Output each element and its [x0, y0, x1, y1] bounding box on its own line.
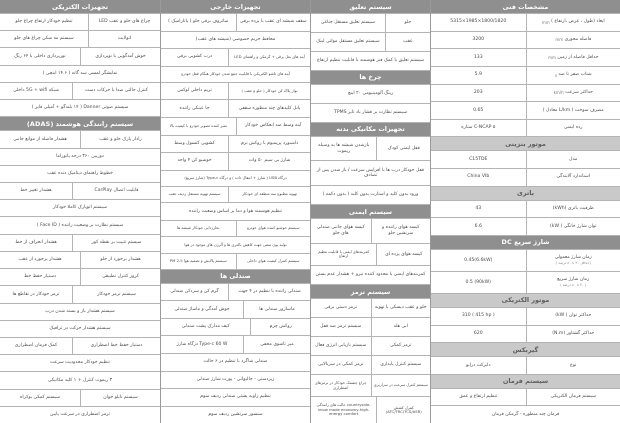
adas-feature-left: هشدار فاصله از موانع جانبی — [13, 136, 67, 142]
safety-feature-left: کمربندهای ایمنی با قابلیت تنظیم ارتفاع — [318, 248, 370, 259]
exterior-feature-right: نوار پلاک کن خودکار ( جلو و عقب ) — [228, 83, 310, 100]
adas-feature-full: سیستم هشدار باز و بسته شدن درب — [45, 308, 115, 314]
body-feature-full: ورود بدون کلید و استارت بدون کلید ( بدون دکمه ) — [322, 192, 419, 198]
spec-label: نوع — [526, 357, 620, 374]
section-header-dc-fast-charge: شارژ سریع DC — [431, 236, 620, 250]
seat-feature-right: ماساژور صندلی ها — [243, 301, 310, 318]
spec-value: 133 — [473, 54, 483, 60]
seat-feature-right: صندلی راننده با تنظیم در ۴ جهت — [228, 284, 310, 301]
spec-label: ظرفیت باتری (kWh) — [526, 201, 620, 218]
adas-feature-right: سیستم تابلو خوان — [80, 390, 160, 406]
table-row — [161, 203, 310, 221]
seat-feature-left: جوش آمدگی و ماساژ صندلی — [174, 306, 230, 312]
table-row — [161, 171, 310, 187]
spec-label-text: شتاب صفر تا صد — [558, 72, 592, 78]
table-row — [431, 151, 620, 169]
exterior-feature-left: تریم داخلی لوکس — [177, 88, 212, 94]
body-feature-right: قفل ایمنی کودک — [376, 137, 430, 161]
table-row — [0, 407, 160, 423]
seat-feature-full: زیردستی - جالیوانی - پورت شارژ صندلی — [196, 376, 275, 382]
spec-value: C-NCAP ۵ ستاره — [461, 125, 496, 131]
exterior-feature-left: ساتروف برقی جلو ( پانارامیک ) — [168, 19, 229, 25]
safety-feature-full: کمربندهای ایمنی با محدود کننده نیرو + هشدار عدم بستن — [315, 272, 426, 278]
section-header-electric-motor: موتور الکتریکی — [431, 294, 620, 308]
spec-label — [526, 14, 620, 31]
spec-unit: s — [554, 72, 558, 78]
spec-label: حداکثر گشتاور (N.m) — [526, 326, 620, 343]
table-row — [161, 284, 310, 302]
table-row — [0, 235, 160, 252]
spec-label — [526, 32, 620, 49]
spec-value: 620 — [473, 330, 483, 336]
column-suspension — [310, 0, 430, 423]
table-row — [311, 266, 430, 285]
adas-feature-left: هشدار تغییر خط — [20, 188, 52, 194]
exterior-feature-full: درگاه USB ( شارژ + انتقال داده ) و درگاه Type-c (شارژ سریع) — [184, 174, 287, 180]
section-header-suspension: سیستم تعلیق — [311, 0, 430, 14]
table-row — [161, 49, 310, 67]
table-row — [311, 137, 430, 162]
seat-feature-full: صندلی شاگرد با تنظیم در ۶ حالت — [203, 359, 268, 365]
spec-value: تنظیم ارتفاع و عمق — [459, 394, 498, 400]
spec-unit: mm — [541, 19, 550, 25]
table-row — [161, 67, 310, 83]
spec-value: 6.6 — [474, 223, 482, 229]
spec-value: 0.65 — [473, 107, 484, 113]
exterior-feature-left: درب کشویی برقی — [176, 54, 213, 60]
adas-feature-full: سیستم اتوپارک کاملا خودکار — [53, 205, 107, 211]
table-row — [311, 337, 430, 356]
seat-feature-right: میز تاشوی مخفی — [243, 336, 310, 353]
table-row — [161, 83, 310, 101]
exterior-feature-right: تهویه مطبوع سه منطقه ای خودکار — [228, 187, 310, 202]
suspension-full-row: سیستم تعلیق با کمک فنر هوشمند با قابلیت تنظیم ارتفاع — [316, 58, 425, 64]
table-row — [431, 272, 620, 294]
spec-label — [526, 49, 620, 66]
spec-label — [526, 272, 620, 293]
seat-feature-left: کیف مدارک پشت صندلی — [181, 324, 230, 330]
table-row — [311, 299, 430, 318]
section-header-seats: صندلی ها — [161, 270, 310, 284]
adas-feature-right: هشدار برخورد از جلو — [80, 252, 160, 268]
brake-feature-left: ترمز کمکی در سربالایی — [318, 362, 364, 368]
table-row — [311, 186, 430, 205]
table-row — [161, 336, 310, 354]
electrical-feature-full: نمایشگر لمسی سه گانه ( ۱۴.۶ اینچی ) — [42, 70, 118, 76]
exterior-feature-left: تمیز کننده تصویر خودرو با کیفیت بالا — [169, 122, 227, 128]
section-header-battery: باتری — [431, 187, 620, 201]
seat-feature-right: روکش چرم — [250, 319, 310, 336]
spec-label — [526, 85, 620, 102]
table-row — [311, 356, 430, 375]
table-row — [161, 354, 310, 372]
safety-feature-right: کیسه هوای راننده و سرنشین جلو — [371, 219, 431, 243]
suspension-rear-group — [311, 33, 430, 52]
table-row — [0, 372, 160, 389]
spec-label-text: حداکثر سرعت — [565, 89, 593, 95]
spec-value-full: فرمان چند منظوره - گرمکن فرمان — [491, 411, 560, 417]
suspension-front-label: جلو — [385, 14, 430, 32]
table-row — [431, 201, 620, 219]
spec-value: 5315×1985×1800/1820 — [450, 19, 507, 25]
section-header-body-mechanical: تجهیزات مکانیکی بدنه — [311, 123, 430, 137]
suspension-front-value: سیستم تعلیق مستقل جناغی — [320, 20, 375, 26]
seat-feature-left: درگاه شارژ Type-c 60 W — [176, 341, 228, 347]
table-row — [0, 131, 160, 148]
table-row — [0, 100, 160, 117]
brake-feature-left: سیستم ترمز ضد قفل — [320, 324, 362, 330]
safety-feature-left: کیسه هوای جانبی صندلی های جلو — [316, 225, 365, 236]
seat-feature-full: سنسور سرنشین ردیف سوم — [208, 411, 263, 417]
adas-feature-left: ترمز خودکار در تقاطع ها — [12, 291, 60, 297]
spec-value: C15TDE — [469, 156, 488, 162]
electrical-feature-full: سیستم صوتی Danner ( ۱۴ بلندگو + آمپلی فایر ) — [31, 105, 129, 111]
table-row — [161, 118, 310, 136]
table-row — [0, 217, 160, 234]
table-row — [161, 301, 310, 319]
spec-label-text: ابعاد (طول ، عرض ،ارتفاع ) — [551, 19, 605, 25]
table-row — [0, 14, 160, 31]
table-row — [311, 318, 430, 337]
exterior-feature-right: آینه وسط ضد انعکاس خودکار — [236, 118, 311, 135]
brake-feature-left: حالت های رانندگی countryside-snow mode economy-high-energy comfort — [316, 402, 371, 417]
electrical-feature-left: نورپردازی داخلی با ۶۴ رنگ — [14, 53, 66, 59]
adas-feature-full: تنظیم خودکار محدودیت سرعت — [50, 360, 110, 366]
table-row — [311, 85, 430, 104]
seat-feature-full: تنظیم زاویه پشتی صندلی ردیف سوم — [200, 394, 271, 400]
exterior-feature-full: محافظ حریم خصوصی (شیشه های عقب) — [195, 36, 276, 42]
table-row — [161, 136, 310, 154]
table-row — [431, 85, 620, 103]
suspension-front-group — [311, 14, 430, 33]
exterior-feature-right: سیستم خوشبو کننده هوای خودرو — [236, 221, 311, 236]
adas-feature-left: هشدار برخورد از عقب — [18, 257, 62, 263]
brake-feature-left: سیستم بازیابی انرژی فعال — [315, 343, 367, 349]
spec-value: 5.9 — [474, 72, 482, 78]
table-row — [0, 338, 160, 355]
spec-label-sub: ( ۳۰ تا ۸۰ درصد ) — [560, 283, 587, 288]
table-row — [311, 375, 430, 397]
table-row — [431, 102, 620, 120]
section-header-adas: سیستم رانندگی هوشمند (ADAS) — [0, 117, 160, 131]
spec-value: 310 ( 415 hp ) — [461, 313, 495, 319]
table-row — [0, 252, 160, 269]
adas-feature-left: سیستم کمکی بوکراه — [20, 394, 60, 400]
table-row — [0, 83, 160, 100]
table-row — [0, 166, 160, 183]
table-row — [431, 218, 620, 236]
body-feature-left: بازشدن شیشه ها به وسیله ریموت — [318, 142, 370, 154]
spec-label-text: حداقل فاصله از زمین — [557, 54, 599, 60]
spec-value: دایرکت درایو — [466, 362, 491, 368]
table-row — [161, 32, 310, 50]
spec-label — [526, 250, 620, 271]
adas-feature-full: سیستم هشدار حرکت در ترافیک — [49, 325, 111, 331]
electrical-feature-left: شبکه 5G + wifi داخلی — [13, 88, 59, 94]
table-row — [0, 31, 160, 48]
table-row — [431, 32, 620, 50]
spec-value: 3200 — [472, 37, 485, 43]
section-header-gasoline-engine: موتور بنزینی — [431, 137, 620, 151]
table-row — [431, 49, 620, 67]
table-row — [0, 355, 160, 372]
section-header-brake-system: سیستم ترمز — [311, 285, 430, 299]
section-header-technical-specs: مشخصات فنی — [431, 0, 620, 14]
brake-feature-left: چراغ چشمک خودکار در ترمزهای اضطراری — [314, 379, 367, 390]
electrical-feature-left: تنظیم خودکار ارتفاع چراغ جلو — [15, 19, 73, 25]
spec-label: استاندارد آلایندگی — [526, 169, 620, 186]
electrical-feature-right: کنترل حالتی صدا با حرکات دست — [72, 83, 160, 99]
adas-feature-right: کروز کنترل تطبیقی — [80, 269, 160, 285]
spec-value: 0.45(6.6kW) — [464, 257, 493, 263]
adas-feature-right: سیستم ترمز خودکار — [72, 286, 160, 302]
spec-label-text: زمان شارژ معمولی — [554, 255, 592, 261]
exterior-feature-right: شارژ بی سیم ۵۰ وات — [228, 153, 310, 170]
table-row — [311, 397, 430, 423]
table-row — [161, 153, 310, 171]
table-row — [311, 104, 430, 123]
adas-feature-left: کمک فرمان اضطراری — [14, 343, 58, 349]
table-row — [311, 244, 430, 266]
exterior-feature-right: آینه های بغل برقی + گرمکن و راهنمای LED — [228, 49, 310, 66]
table-row — [431, 67, 620, 85]
spec-label: حداکثر توان ( kW) — [526, 308, 620, 325]
seat-feature-left: گرم کن و سردکن صندلی — [170, 289, 219, 295]
table-row — [161, 100, 310, 118]
adas-feature-left: هشدار انحراف از خط — [15, 239, 57, 245]
table-row — [0, 304, 160, 321]
adas-feature-left: دستیار حفظ خط — [24, 274, 56, 280]
table-row — [161, 14, 310, 32]
table-row — [161, 237, 310, 253]
table-row — [0, 48, 160, 65]
brake-feature-right: ترمز کمکی — [371, 337, 431, 355]
table-row — [0, 321, 160, 338]
wheels-row-value: سیستم نظارت بر فشار باد تایر TPMS — [334, 109, 407, 115]
spec-label-text: زمان شارژ سریع — [557, 277, 590, 283]
electrical-feature-right: اتولایت — [88, 31, 160, 47]
electrical-feature-right: چراغ های جلو و عقب LED — [88, 14, 160, 30]
section-header-electrical-equipment: تجهیزات الکتریکی — [0, 0, 160, 14]
exterior-feature-full: تولید یون منفی جهت کاهش باکتری ها و آلرژن های موجود در هوا — [184, 241, 287, 247]
table-row — [431, 14, 620, 32]
wheels-row-value: رینگ آلومینیومی ۲۰ اینچ — [347, 90, 394, 96]
column-electrical-equipment — [0, 0, 160, 423]
spec-label — [526, 67, 620, 84]
table-row — [431, 250, 620, 272]
column-technical-specs — [430, 0, 620, 423]
table-row — [161, 319, 310, 337]
exterior-feature-left: خوشبو کن ۴ واحد — [177, 158, 212, 164]
brake-feature-right: سیستم کنترل پایداری — [371, 356, 431, 374]
table-row — [311, 219, 430, 244]
table-row — [0, 183, 160, 200]
table-row — [0, 269, 160, 286]
spec-unit: mm — [548, 55, 556, 61]
exterior-feature-left: کشویی کنسول وسط — [174, 140, 215, 146]
table-row — [311, 161, 430, 186]
exterior-feature-left: سیستم تهویه مستقل ردیف عقب — [168, 191, 221, 197]
table-row — [161, 221, 310, 237]
section-header-wheels: چرخ ها — [311, 71, 430, 85]
spec-value: 0.5 (90kW) — [465, 279, 491, 285]
table-row — [161, 407, 310, 423]
adas-feature-full: دوربین ۳۶۰ درجه پانوراما — [56, 153, 104, 159]
brake-feature-right: کنترل کشش (ATC/TRC/TCS/ASR) — [376, 397, 430, 423]
spec-label: توان شارژ خانگی ( kW) — [526, 218, 620, 235]
spec-unit: km/h — [553, 90, 564, 96]
spec-label: سیستم فرمان الکتریکی — [526, 389, 620, 406]
exterior-feature-right: سقف شیشه ای عقب با پرده برقی — [236, 14, 311, 31]
exterior-feature-left: سیستم پالایش و تصفیه هوا PM 2.5 — [169, 257, 227, 263]
spec-label-text: فاصله محوری — [564, 37, 592, 43]
section-header-exterior-equipment: تجهیزات خارجی — [161, 0, 310, 14]
table-row — [0, 200, 160, 217]
section-header-gearbox: گیربکس — [431, 343, 620, 357]
table-row — [431, 169, 620, 187]
table-row — [161, 389, 310, 407]
table-row — [431, 389, 620, 407]
adas-feature-right: قابلیت اتصال CarPlay — [72, 183, 160, 199]
table-row — [311, 52, 430, 71]
section-header-safety: سیستم ایمنی — [311, 205, 430, 219]
table-row — [161, 372, 310, 390]
spec-label: مصرف سوخت ( L/km معادل ) — [526, 102, 620, 119]
brake-feature-left: ترمز دستی برقی — [324, 305, 358, 311]
electrical-feature-left: سیستم مه شکن چراغ های جلو — [14, 36, 74, 42]
table-row — [431, 326, 620, 344]
adas-feature-right: دستیار حفظ خط اضطراری — [72, 338, 160, 354]
adas-feature-full: خطوط راهنمای دینامیک دنده عقب — [47, 170, 113, 176]
table-row — [431, 120, 620, 138]
table-row — [0, 390, 160, 407]
exterior-feature-full: تنظیم هوشمند هوا و دما بر اساس وضعیت راننده — [189, 208, 283, 214]
spec-unit: mm — [555, 37, 564, 43]
spec-label: رده ایمنی — [526, 120, 620, 137]
adas-feature-full: سیستم نظارت بر وضعیت راننده ( Face ID ) — [36, 222, 124, 228]
section-header-steering-system: سیستم فرمان — [431, 375, 620, 389]
table-row — [161, 254, 310, 270]
exterior-feature-right: داشبورد پریمیوم با روکش نرم — [228, 136, 310, 153]
exterior-feature-right: سیستم کنترل کیفیت هوای داخلی — [236, 254, 311, 269]
table-row — [431, 308, 620, 326]
adas-feature-full: ۳ ریموت کنترل + ۱ کلید مکانیکی — [47, 377, 113, 383]
spec-label-sub: (حداقل ۳۰ تا ۸۰ درصد ) — [555, 261, 591, 266]
exterior-feature-left: جا عینکی راننده — [179, 105, 210, 111]
table-row — [0, 66, 160, 83]
adas-feature-full: ترمز اضطراری در سرعت پایین — [50, 412, 110, 418]
suspension-rear-value: سیستم تعلیق مستقل مولتی لینک — [316, 39, 380, 45]
suspension-rear-label: عقب — [385, 33, 430, 51]
table-row — [431, 357, 620, 375]
adas-feature-right: رادار پارک جلو و عقب — [80, 131, 160, 147]
column-exterior-equipment — [160, 0, 310, 423]
exterior-feature-left: بخارزدایی خودکار شیشه ها — [176, 225, 220, 231]
exterior-feature-right: پانل کلیدهای چند منظوره سقفی — [228, 100, 310, 117]
exterior-feature-full: آینه های تاشو الکتریکی با قابلیت جمع شدن خودکار هنگام قفل خودرو — [181, 70, 290, 76]
brake-feature-right: جلو و عقب دیسکی با تهویه — [371, 299, 431, 317]
electrical-feature-right: خوش آمدگویی با نوپردازی — [80, 48, 160, 64]
spec-value: 43 — [475, 206, 482, 212]
table-row — [0, 149, 160, 166]
body-feature-full: قفل خودکار درب ها با افزایش سرعت / باز شدن پس از تصادف — [317, 167, 424, 179]
table-row — [161, 187, 310, 203]
adas-feature-right: سیستم تثبیت بر نقطه کور — [72, 235, 160, 251]
spec-label: مدل — [526, 151, 620, 168]
table-row — [431, 406, 620, 423]
safety-feature-right: کیسه هوای پرده ای — [376, 244, 430, 265]
spec-value: 203 — [473, 89, 483, 95]
brake-feature-right: سیستم کنترل سرعت در سرازیری — [371, 375, 431, 396]
spec-value: China VIb — [467, 174, 490, 180]
table-row — [0, 286, 160, 303]
brake-feature-right: ابی هلد — [371, 318, 431, 336]
